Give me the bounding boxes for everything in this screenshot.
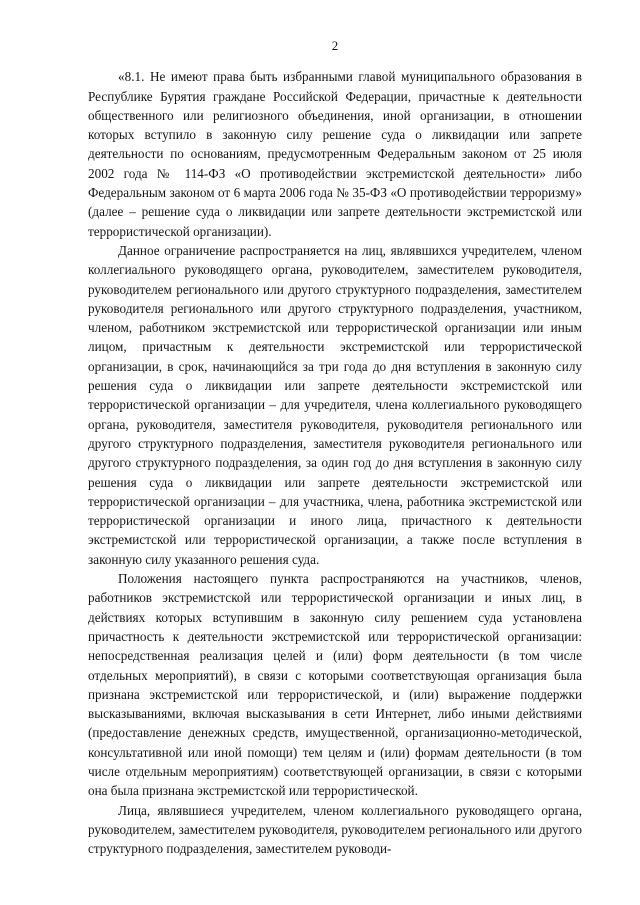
document-page bbox=[88, 36, 582, 858]
page-number: 2 bbox=[331, 38, 339, 53]
paragraph-restriction-scope: Данное ограничение распространяется на лиц, являвшихся учредителем, членом коллегиального руководящего органа, руководителем, заместителем руководителя, руководителем регионального или другого структурного подразделения, заместителем руководителя регионального или другого структурного подразделения, участником, членом, работником экстремистской или террористической организации или иным лицом, причастным к деятельности экстремистской или террористической организации, в срок, начинающийся за три года до дня вступления в законную силу решения суда о ликвидации или запрете деятельности экстремистской или террористической организации – для учредителя, члена коллегиального руководящего органа, руководителя, заместителя руководителя, руководителя регионального или другого структурного подразделения, заместителя руководителя регионального или другого структурного подразделения, за один год до дня вступления в законную силу решения суда о ликвидации или запрете деятельности экстремистской или террористической организации – для участника, члена, работника экстремистской или террористической организации и иного лица, причастного к деятельности экстремистской или террористической организации, а также после вступления в законную силу указанного решения суда. bbox=[88, 242, 582, 567]
paragraph-persons-continued: Лица, являвшиеся учредителем, членом коллегиального руководящего органа, руководителем, заместителем руководителя, руководителем регионального или другого структурного подразделения, заместителем руководи- bbox=[88, 802, 582, 857]
paragraph-clause-8-1: «8.1. Не имеют права быть избранными главой муниципального образования в Республике Бурятия граждане Российской Федерации, причастные к деятельности общественного или религиозного объединения, иной организации, в отношении которых вступило в законную силу решение суда о ликвидации или запрете деятельности по основаниям, предусмотренным Федеральным законом от 25 июля 2002 года № 114-ФЗ «О противодействии экстремистской деятельности» либо Федеральным законом от 6 марта 2006 года № 35-ФЗ «О противодействии терроризму» (далее – решение суда о ликвидации или запрете деятельности экстремистской или террористической организации). bbox=[88, 69, 582, 239]
paragraph-provisions-apply: Положения настоящего пункта распространяются на участников, членов, работников экстремистской или террористической организации и иных лиц, в действиях которых вступившим в законную силу решением суда установлена причастность к деятельности экстремистской или террористической организации: непосредственная реализация целей и (или) форм деятельности (в том числе отдельных мероприятий), в связи с которыми соответствующая организация была признана экстремистской или террористической, и (или) выражение поддержки высказываниями, включая высказывания в сети Интернет, либо иными действиями (предоставление денежных средств, имущественной, организационно-методической, консультативной или иной помощи) тем целям и (или) формам деятельности (в том числе отдельным мероприятиям) соответствующей организации, в связи с которыми она была признана экстремистской или террористической. bbox=[88, 571, 582, 799]
